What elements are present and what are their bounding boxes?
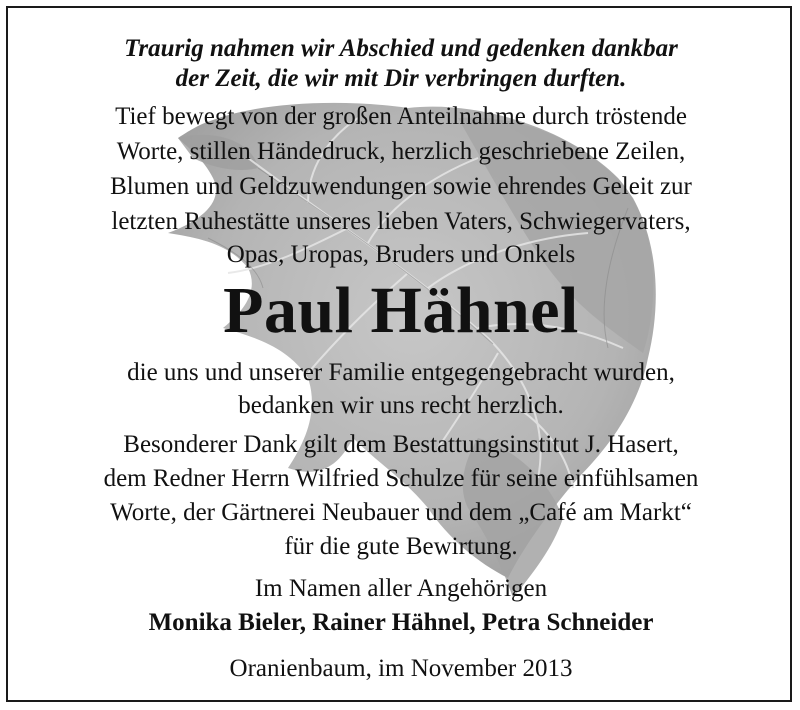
thanks-line-4: letzten Ruhestätte unseres lieben Vaters, Schwiegervaters,	[111, 208, 691, 235]
after-name-line-2: bedanken wir uns recht herzlich.	[238, 392, 564, 419]
special-thanks-line-3: Worte, der Gärtnerei Neubauer und dem „Café am Markt“	[110, 499, 692, 526]
intro-line-1: Traurig nahmen wir Abschied und gedenken dankbar	[124, 35, 678, 62]
special-thanks-line-4: für die gute Bewirtung.	[284, 533, 518, 560]
after-name-line-1: die uns und unserer Familie entgegengebracht wurden,	[127, 359, 675, 386]
obituary-frame	[6, 6, 792, 702]
intro-line-2: der Zeit, die wir mit Dir verbringen durften.	[175, 65, 627, 92]
special-thanks-line-2: dem Redner Herrn Wilfried Schulze für seine einfühlsamen	[103, 465, 699, 492]
signatories: Monika Bieler, Rainer Hähnel, Petra Schneider	[148, 609, 654, 636]
thanks-line-3: Blumen und Geldzuwendungen sowie ehrendes Geleit zur	[110, 173, 692, 200]
deceased-name: Paul Hähnel	[223, 274, 579, 347]
on-behalf-line: Im Namen aller Angehörigen	[254, 575, 548, 602]
special-thanks-line-1: Besonderer Dank gilt dem Bestattungsinstitut J. Hasert,	[123, 431, 679, 458]
thanks-line-1: Tief bewegt von der großen Anteilnahme durch tröstende	[115, 103, 687, 130]
thanks-line-2: Worte, stillen Händedruck, herzlich geschriebene Zeilen,	[116, 138, 686, 165]
thanks-line-5: Opas, Uropas, Bruders und Onkels	[226, 241, 576, 268]
place-date: Oranienbaum, im November 2013	[229, 655, 573, 682]
